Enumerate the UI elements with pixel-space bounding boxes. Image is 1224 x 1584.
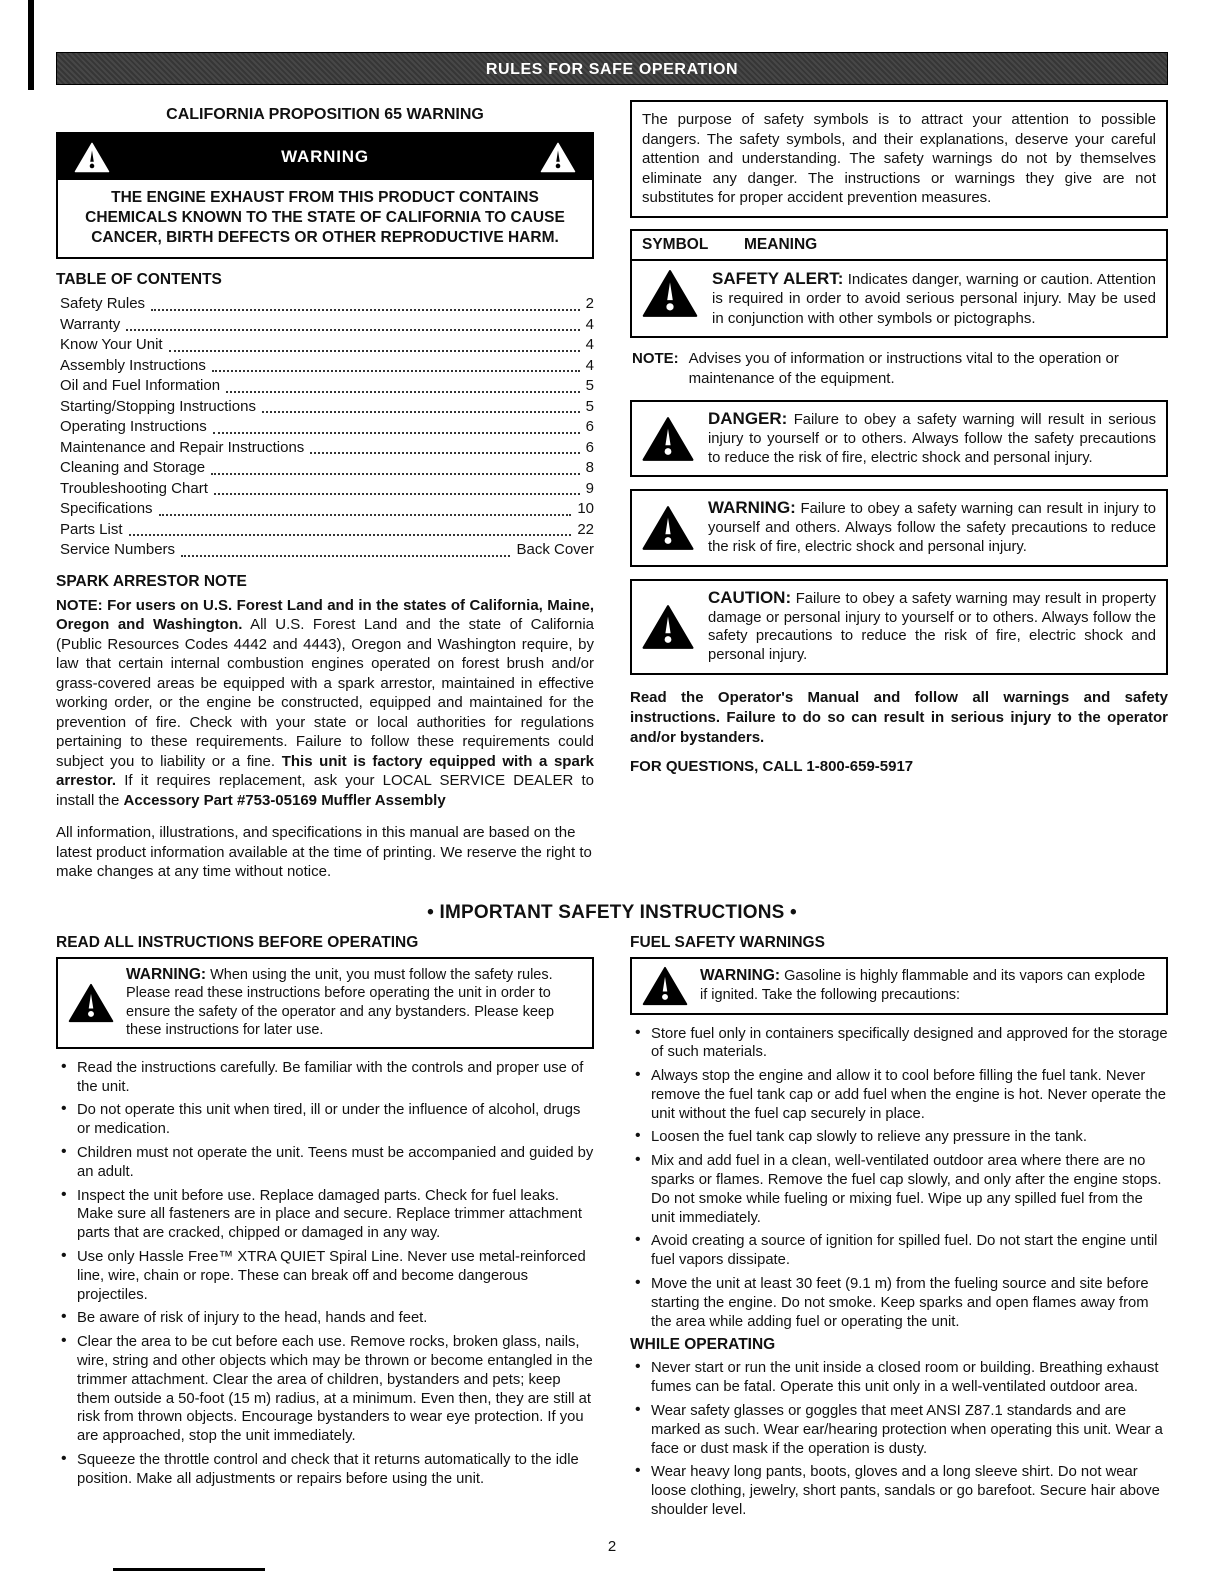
meaning-column-header: MEANING: [744, 235, 818, 253]
toc-leader: [211, 473, 580, 475]
warning-banner-label: WARNING: [281, 147, 369, 166]
warning-triangle-icon: [68, 983, 114, 1023]
questions-phone: FOR QUESTIONS, CALL 1-800-659-5917: [630, 757, 914, 775]
toc-leader: [181, 555, 510, 557]
toc-leader: [226, 391, 580, 393]
fuel-warning-box: [630, 957, 1168, 1015]
safety-bullet: • Use only Hassle Free™ XTRA QUIET Spiral Line. Never use metal-reinforced line, wire, chain or rope. These can break off and become dangerous projectiles.: [56, 1248, 594, 1304]
toc-title: TABLE OF CONTENTS: [56, 271, 222, 288]
toc-item-page: 6: [585, 418, 594, 435]
operating-bullet: • Wear safety glasses or goggles that meet ANSI Z87.1 standards and are marked as such. Wear ear/hearing protection when operating this unit. Wear a face or dust mask if the operation is dusty.: [630, 1402, 1168, 1458]
prop65-text: THE ENGINE EXHAUST FROM THIS PRODUCT CONTAINS CHEMICALS KNOWN TO THE STATE OF CALIFORNIA TO CAUSE CANCER, BIRTH DEFECTS OR OTHER REPRODUCTIVE HARM.: [85, 189, 565, 246]
danger-box: [630, 400, 1168, 477]
toc-leader: [310, 452, 579, 454]
toc-item: [56, 376, 594, 397]
caution-box: [630, 579, 1168, 675]
fuel-bullet-list: [630, 1025, 1168, 1332]
toc-item: [56, 294, 594, 315]
read-manual-text: Read the Operator's Manual and follow all warnings and safety instructions. Failure to do so can result in serious injury to the operator and/or bystanders.: [630, 688, 1168, 746]
toc-item-label: Operating Instructions: [60, 418, 207, 435]
fuel-heading: FUEL SAFETY WARNINGS: [630, 933, 825, 951]
danger-text: [708, 410, 1156, 467]
warning-box: [630, 489, 1168, 566]
safety-bullet-list: [56, 1059, 594, 1489]
safety-bullet: • Do not operate this unit when tired, ill or under the influence of alcohol, drugs or medication.: [56, 1101, 594, 1139]
lower-columns: [56, 934, 1168, 1525]
operating-bullet: • Wear heavy long pants, boots, gloves and a long sleeve shirt. Do not wear loose clothing, jewelry, short pants, sandals or go barefoot. Secure hair above shoulder level.: [630, 1463, 1168, 1519]
toc-item: [56, 438, 594, 459]
toc-item-label: Know Your Unit: [60, 336, 163, 353]
toc-leader: [159, 514, 572, 516]
toc-item-page: 2: [585, 295, 594, 312]
toc-item-page: Back Cover: [516, 541, 594, 558]
caution-label: CAUTION:: [708, 587, 792, 607]
warning-triangle-icon: [642, 416, 694, 462]
read-all-heading: READ ALL INSTRUCTIONS BEFORE OPERATING: [56, 933, 419, 951]
toc-leader: [169, 350, 580, 352]
toc-leader: [126, 329, 579, 331]
toc-item-page: 10: [577, 500, 594, 517]
spark-body-2: If it requires replacement, ask your LOCAL SERVICE DEALER to install the: [56, 772, 595, 809]
lower-right-column: [630, 934, 1168, 1525]
revision-notice: All information, illustrations, and specifications in this manual are based on the latest product information available at the time of printing. We reserve the right to make changes at any time without notice.: [56, 824, 592, 880]
safety-bullet: • Clear the area to be cut before each use. Remove rocks, broken glass, nails, wire, string and other objects which may be thrown or become entangled in the trimmer attachment. Clear the area of children, bystanders and pets; keep them outside a 50-foot (15 m) radius, at a minimum. Even then, they are still at risk from thrown objects. Encourage bystanders to wear eye protection. If you are approached, stop the unit immediately.: [56, 1333, 594, 1446]
prop65-title: CALIFORNIA PROPOSITION 65 WARNING: [166, 106, 484, 123]
toc-item-page: 9: [585, 479, 594, 497]
toc-item-page: 5: [585, 377, 594, 394]
upper-left-column: [56, 100, 594, 882]
toc-item: [56, 499, 594, 520]
toc-item-page: 4: [585, 336, 594, 353]
operating-warning-text: [126, 966, 582, 1040]
toc-item-page: 6: [585, 438, 594, 456]
toc-item-label: Troubleshooting Chart: [60, 479, 208, 497]
safety-alert-body: Indicates danger, warning or caution. Attention is required in order to avoid serious personal injury. May be used in conjunction with other symbols or pictographs.: [712, 270, 1156, 327]
danger-label: DANGER:: [708, 409, 788, 428]
fuel-bullet: • Avoid creating a source of ignition for spilled fuel. Do not start the engine until fuel vapors dissipate.: [630, 1232, 1168, 1270]
operating-warning-label: WARNING:: [126, 965, 207, 983]
operating-warning-body: When using the unit, you must follow the safety rules. Please read these instructions before operating the unit in order to ensure the safety of the operator and any bystanders. Please keep these instructions for later use.: [126, 966, 555, 1039]
safety-bullet: • Read the instructions carefully. Be familiar with the controls and proper use of the unit.: [56, 1059, 594, 1097]
fuel-bullet: • Mix and add fuel in a clean, well-ventilated outdoor area where there are no sparks or flames. Remove the fuel cap slowly, and only after the engine stops. Do not smoke while fueling or mixing fuel. Wipe up any spilled fuel from the unit immediately.: [630, 1152, 1168, 1227]
while-operating-heading: WHILE OPERATING: [630, 1336, 776, 1354]
symbol-meaning-table: [630, 229, 1168, 339]
spark-body-1: All U.S. Forest Land and the state of California (Public Resources Codes 4442 and 4443), Oregon and Washington require, by law that certain internal combustion engines operated on forest brush and/or grass-covered areas be equipped with a spark arrestor, maintained in effective working order, or the engine be constructed, equipped and maintained for the prevention of fire. Check with your state or local authorities for regulations pertaining to these requirements. Failure to follow these requirements could subject you to liability or a fine.: [56, 616, 594, 770]
fuel-bullet: • Move the unit at least 30 feet (9.1 m) from the fueling source and site before starting the engine. Do not smoke. Keep sparks and open flames away from the area while adding fuel or operating the unit.: [630, 1275, 1168, 1331]
warning-triangle-icon: [74, 142, 110, 173]
toc-item-label: Parts List: [60, 520, 123, 538]
toc-item-page: 8: [585, 459, 594, 476]
warning-text: [708, 499, 1156, 556]
upper-columns: [56, 100, 1168, 882]
toc-leader: [262, 411, 580, 413]
warning-body: Failure to obey a safety warning can result in injury to yourself and others. Always follow the safety precautions to reduce the risk of fire, electric shock and personal injury.: [708, 501, 1156, 555]
prop65-warning-box: [56, 132, 594, 259]
toc-item-label: Warranty: [60, 315, 121, 333]
page-header-title: RULES FOR SAFE OPERATION: [485, 61, 739, 78]
fuel-warning-text: [700, 967, 1156, 1004]
toc-item-label: Safety Rules: [60, 295, 146, 312]
toc-leader: [213, 432, 580, 434]
toc-item: [56, 417, 594, 438]
note-label: NOTE:: [632, 350, 679, 367]
caution-body: Failure to obey a safety warning may result in property damage or personal injury to yourself or to others. Always follow the safety precautions to reduce the risk of fire, electric shock and personal injury.: [708, 590, 1156, 664]
fuel-bullet: • Always stop the engine and allow it to cool before filling the fuel tank. Never remove the fuel tank cap or add fuel when the engine is hot. Never operate the unit without the fuel cap securely in place.: [630, 1067, 1168, 1123]
safety-bullet: • Squeeze the throttle control and check that it returns automatically to the idle position. Make all adjustments or repairs before using the unit.: [56, 1451, 594, 1489]
toc-item: [56, 315, 594, 336]
upper-right-column: [630, 100, 1168, 882]
warning-triangle-icon: [540, 142, 576, 173]
toc-item: [56, 356, 594, 377]
toc-item: [56, 397, 594, 418]
warning-triangle-icon: [642, 604, 694, 650]
toc-item: [56, 458, 594, 479]
fuel-bullet: • Store fuel only in containers specifically designed and approved for the storage of such materials.: [630, 1025, 1168, 1063]
important-safety-heading: • IMPORTANT SAFETY INSTRUCTIONS •: [427, 901, 797, 923]
spark-arrestor-heading: SPARK ARRESTOR NOTE: [56, 572, 247, 590]
symbol-column-header: SYMBOL: [642, 235, 709, 253]
page-number: 2: [607, 1538, 617, 1555]
toc-item-label: Maintenance and Repair Instructions: [60, 438, 305, 456]
toc-item: [56, 540, 594, 561]
operating-warning-box: [56, 957, 594, 1049]
spark-bold-mid: This unit is factory equipped with a spark arrestor.: [56, 752, 594, 789]
toc-item-label: Specifications: [60, 500, 153, 517]
toc-item-label: Oil and Fuel Information: [60, 377, 221, 394]
toc-item-label: Cleaning and Storage: [60, 459, 206, 476]
note-text: [632, 349, 1166, 388]
safety-symbols-intro: The purpose of safety symbols is to attract your attention to possible dangers. The safety symbols, and their explanations, deserve your careful attention and understanding. The safety warnings do not by themselves eliminate any danger. The instructions or warnings they give are not substitutes for proper accident prevention measures.: [630, 100, 1168, 218]
page-header: [56, 52, 1168, 85]
spark-bold-tail: Accessory Part #753-05169 Muffler Assembly: [123, 791, 446, 809]
toc-item-label: Assembly Instructions: [60, 356, 206, 374]
safety-bullet: • Be aware of risk of injury to the head, hands and feet.: [56, 1309, 594, 1328]
lower-left-column: [56, 934, 594, 1525]
spark-bold-lead: NOTE: For users on U.S. Forest Land and in the states of California, Maine, Oregon and Washington.: [56, 596, 594, 633]
fuel-warning-label: WARNING:: [700, 966, 781, 984]
safety-bullet: • Inspect the unit before use. Replace damaged parts. Check for fuel leaks. Make sure all fasteners are in place and secure. Replace trimmer attachment parts that are cracked, chipped or damaged in any way.: [56, 1187, 594, 1243]
warning-triangle-icon: [642, 505, 694, 551]
toc-item: [56, 335, 594, 356]
safety-alert-text: [712, 269, 1156, 329]
toc-item: [56, 520, 594, 541]
toc-item-page: 5: [585, 397, 594, 415]
toc-leader: [214, 493, 580, 495]
symbol-table-header: [632, 231, 1166, 261]
operating-bullet: • Never start or run the unit inside a closed room or building. Breathing exhaust fumes can be fatal. Operate this unit only in a well-ventilated outdoor area.: [630, 1359, 1168, 1397]
danger-body: Failure to obey a safety warning will result in serious injury to yourself or to others. Always follow the safety precautions to reduce the risk of fire, electric shock and personal injury.: [708, 412, 1156, 466]
warning-triangle-icon: [642, 966, 688, 1006]
toc-item: [56, 479, 594, 500]
toc-item-page: 4: [585, 315, 594, 333]
safety-alert-icon: [642, 269, 698, 318]
spark-arrestor-text: [56, 596, 594, 811]
safety-bullet: • Children must not operate the unit. Teens must be accompanied and guided by an adult.: [56, 1144, 594, 1182]
operating-bullet-list: [630, 1359, 1168, 1519]
safety-alert-label: SAFETY ALERT:: [712, 268, 844, 288]
toc-leader: [129, 534, 572, 536]
toc-leader: [151, 309, 580, 311]
toc-item-page: 4: [585, 356, 594, 374]
warning-label: WARNING:: [708, 498, 796, 518]
fuel-warning-body: Gasoline is highly flammable and its vapors can explode if ignited. Take the following precautions:: [700, 967, 1146, 1003]
safety-alert-row: [632, 261, 1166, 337]
warning-banner: [58, 134, 592, 180]
fuel-bullet: • Loosen the fuel tank cap slowly to relieve any pressure in the tank.: [630, 1128, 1168, 1147]
note-body: Advises you of information or instructions vital to the operation or maintenance of the equipment.: [688, 350, 1119, 387]
toc-item-label: Service Numbers: [60, 541, 176, 558]
toc-item-label: Starting/Stopping Instructions: [60, 397, 256, 415]
table-of-contents: [56, 294, 594, 561]
toc-leader: [212, 370, 580, 372]
toc-item-page: 22: [577, 520, 594, 538]
caution-text: [708, 589, 1156, 665]
